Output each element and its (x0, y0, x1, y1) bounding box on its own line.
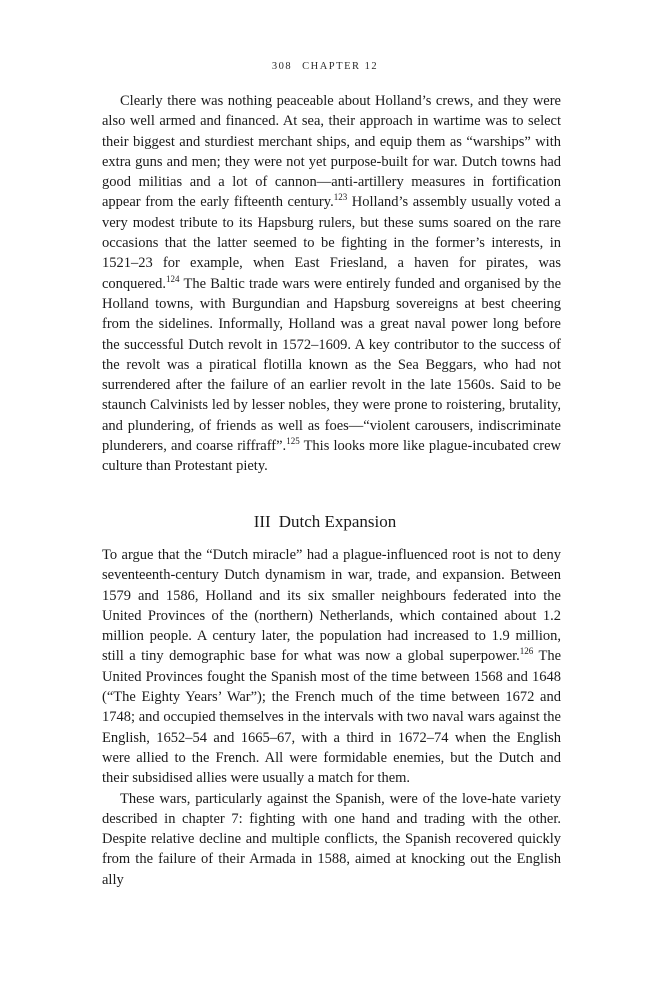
text-run: This looks more like plague-incubated crew culture than Protestant piety. (102, 438, 561, 475)
text-run: Holland’s assembly usually voted a very modest tribute to its Hapsburg rulers, but these sums soared on the rare occasions that the latter seemed to be fighting in the former’s interests, in 1521–23 for example, when East Friesland, a haven for pirates, was conquered. (102, 194, 561, 292)
section-body-dutch-expansion (102, 545, 561, 890)
paragraph-holland-crews (102, 91, 561, 477)
footnote-ref-123[interactable]: 123 (333, 192, 348, 203)
chapter-label: CHAPTER 12 (302, 61, 379, 72)
page-number: 308 (271, 61, 293, 72)
paragraph-wars-spanish: These wars, particularly against the Spanish, were of the love-hate variety described in chapter 7: fighting with one hand and trading with the other. Despite relative decline and multiple conflicts, the Spanish recovered quickly from the failure of their Armada in 1588, aimed at knocking out the English ally (102, 790, 561, 888)
section-heading (0, 512, 650, 532)
section-body-top (102, 91, 561, 477)
text-run: Clearly there was nothing peaceable about Holland’s crews, and they were also well armed and financed. At sea, their approach in wartime was to select their biggest and sturdiest merchant ships, and equip them as “warships” with extra guns and men; they were not yet purpose-built for war. Dutch towns had good militias and a lot of cannon—anti-artillery measures in fortification appear from the early fifteenth century. (102, 93, 561, 211)
footnote-ref-124[interactable]: 124 (166, 273, 180, 284)
text-run: The Baltic trade wars were entirely funded and organised by the Holland towns, with Burgundian and Hapsburg sovereigns at best cheering from the sidelines. Informally, Holland was a great naval power long before the successful Dutch revolt in 1572–1609. A key contributor to the success of the revolt was a piratical flotilla known as the Sea Beggars, who had not surrendered after the failure of an earlier revolt in the late 1560s. Said to be staunch Calvinists led by lesser nobles, they were prone to roistering, brutality, and plundering, of friends as well as foes—“violent carousers, indiscriminate plunderers, and coarse riffraff”. (102, 275, 561, 455)
paragraph-dutch-miracle (102, 545, 561, 789)
footnote-ref-125[interactable]: 125 (286, 436, 300, 447)
text-run: The United Provinces fought the Spanish most of the time between 1568 and 1648 (“The Eighty Years’ War”); the French much of the time between 1672 and 1748; and occupied themselves in the intervals with two naval wars against the English, 1652–54 and 1665–67, with a third in 1672–74 when the English were allied to the French. All were formidable enemies, but the Dutch and their subsidised allies were usually a match for them. (102, 648, 561, 787)
running-head (0, 61, 650, 72)
text-run: To argue that the “Dutch miracle” had a plague-influenced root is not to deny seventeenth-century Dutch dynamism in war, trade, and expansion. Between 1579 and 1586, Holland and its six smaller neighbours federated into the United Provinces of the (northern) Netherlands, which contained about 1.2 million people. A century later, the population had increased to 1.9 million, still a tiny demographic base for what was now a global superpower. (102, 547, 561, 665)
section-title: Dutch Expansion (278, 512, 397, 531)
section-number: III (253, 512, 271, 531)
footnote-ref-126[interactable]: 126 (519, 646, 534, 657)
